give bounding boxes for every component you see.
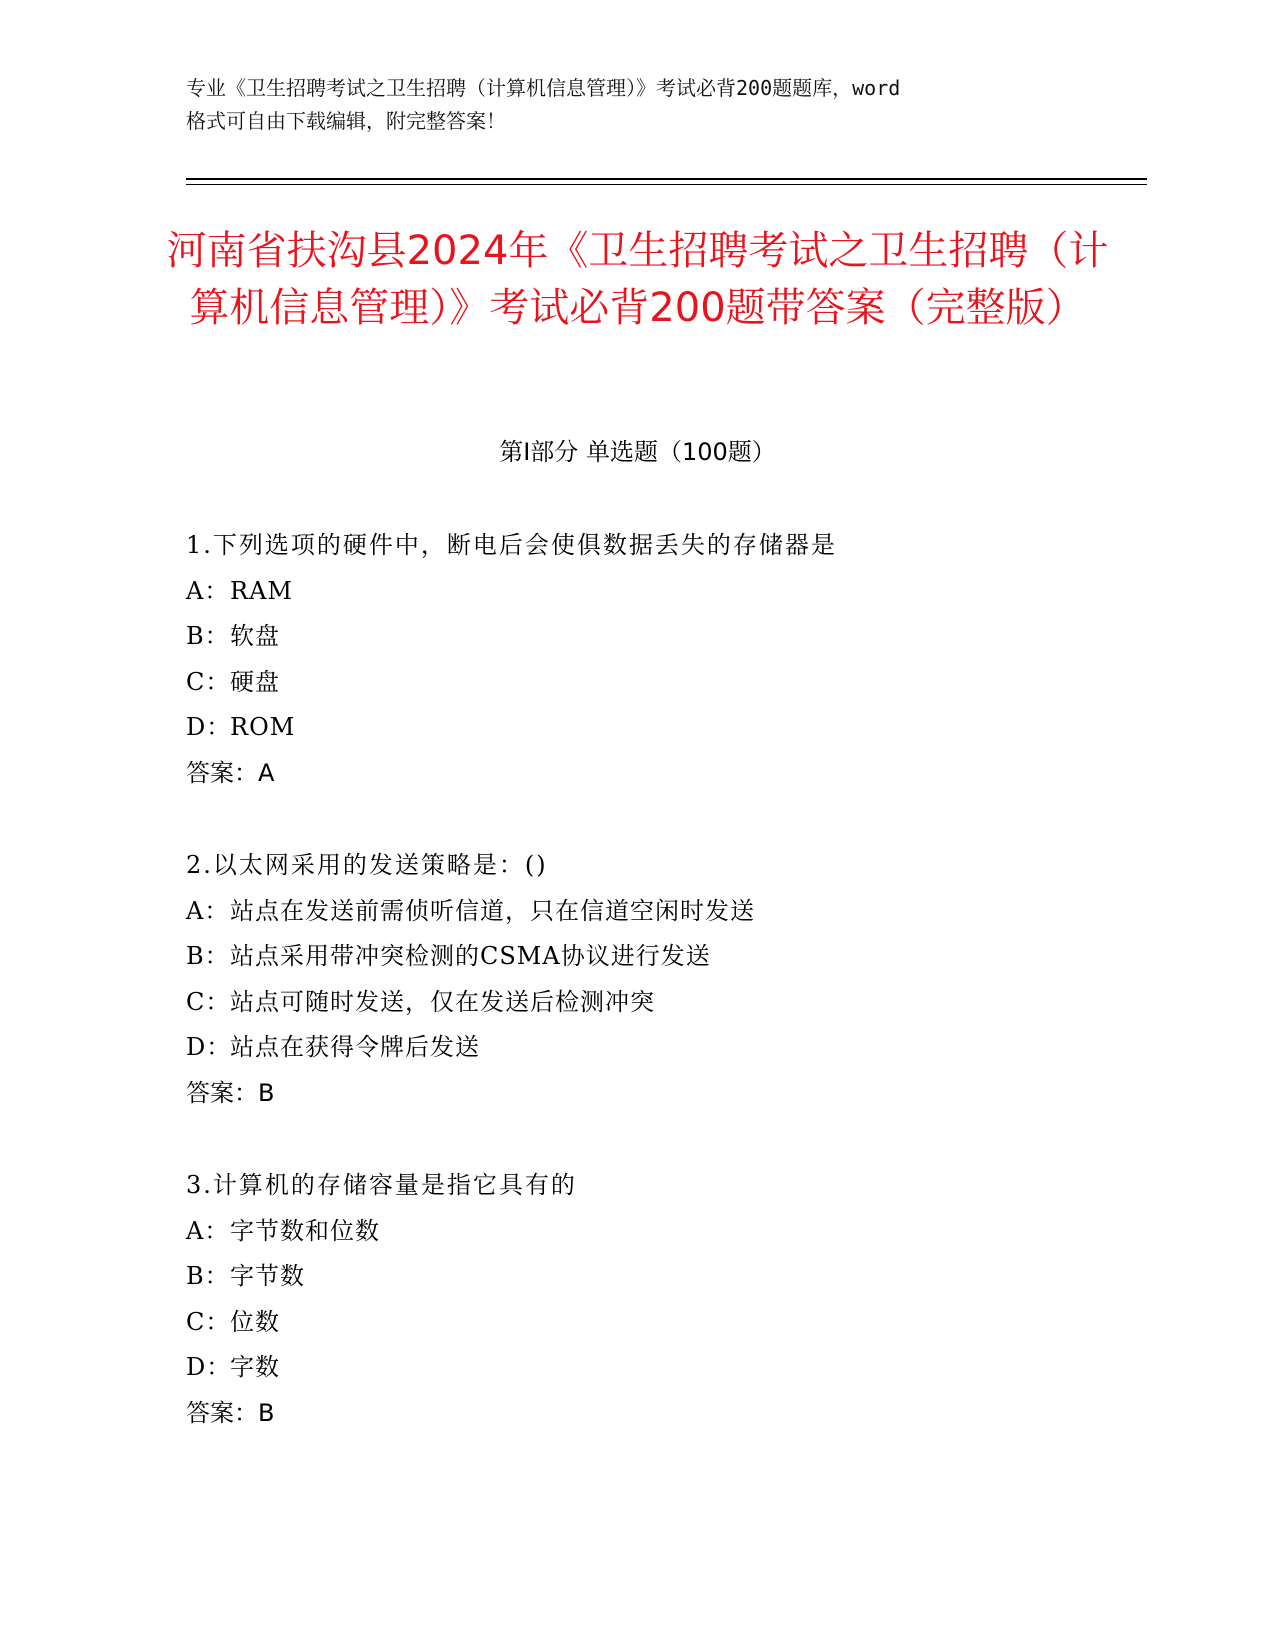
option-text: 字节数和位数 bbox=[230, 1216, 380, 1245]
option-a bbox=[186, 1214, 1146, 1260]
option-text: 硬盘 bbox=[230, 667, 280, 696]
question-1 bbox=[186, 528, 1146, 801]
answer-line: 答案：B bbox=[186, 1078, 275, 1107]
option-a bbox=[186, 894, 1146, 940]
question-stem: 1.下列选项的硬件中，断电后会使俱数据丢失的存储器是 bbox=[186, 531, 837, 559]
option-text: 字节数 bbox=[230, 1262, 305, 1290]
option-text: 站点采用带冲突检测的CSMA协议进行发送 bbox=[230, 942, 711, 970]
option-c bbox=[186, 985, 1146, 1031]
option-letter: A： bbox=[186, 576, 230, 605]
option-b bbox=[186, 1259, 1146, 1305]
section-heading: 第Ⅰ部分 单选题（100题） bbox=[499, 438, 776, 466]
header-note: 专业《卫生招聘考试之卫生招聘（计算机信息管理）》考试必背200题题库，word 格式可自由下载编辑，附完整答案！ bbox=[186, 76, 901, 133]
option-text: 站点在获得令牌后发送 bbox=[230, 1033, 480, 1061]
option-text: 位数 bbox=[230, 1307, 280, 1336]
option-letter: D： bbox=[186, 1353, 232, 1381]
option-d bbox=[186, 710, 1146, 756]
option-b bbox=[186, 619, 1146, 665]
question-stem: 3.计算机的存储容量是指它具有的 bbox=[186, 1171, 577, 1199]
option-letter: C： bbox=[186, 1307, 231, 1336]
option-d bbox=[186, 1350, 1146, 1396]
document-title: 河南省扶沟县2024年《卫生招聘考试之卫生招聘（计算机信息管理）》考试必背200题带答案（完整版） bbox=[166, 228, 1109, 331]
header-divider-thick bbox=[186, 178, 1147, 180]
option-c bbox=[186, 1305, 1146, 1351]
option-text: 字数 bbox=[230, 1353, 280, 1381]
option-text: 站点可随时发送，仅在发送后检测冲突 bbox=[230, 987, 655, 1016]
option-letter: D： bbox=[186, 1033, 232, 1061]
option-letter: D： bbox=[186, 713, 232, 741]
question-3 bbox=[186, 1168, 1146, 1441]
option-letter: B： bbox=[186, 622, 230, 650]
answer-line: 答案：A bbox=[186, 758, 275, 787]
option-letter: A： bbox=[186, 896, 230, 925]
header-divider-thin bbox=[186, 184, 1147, 185]
option-d bbox=[186, 1030, 1146, 1076]
question-2 bbox=[186, 848, 1146, 1121]
option-text: 软盘 bbox=[230, 622, 280, 650]
option-letter: A： bbox=[186, 1216, 230, 1245]
option-text: ROM bbox=[230, 713, 296, 741]
option-letter: C： bbox=[186, 667, 231, 696]
option-letter: B： bbox=[186, 942, 230, 970]
option-text: RAM bbox=[230, 576, 293, 605]
option-c bbox=[186, 665, 1146, 711]
option-letter: C： bbox=[186, 987, 231, 1016]
question-stem: 2.以太网采用的发送策略是：() bbox=[186, 851, 548, 879]
option-a bbox=[186, 574, 1146, 620]
option-b bbox=[186, 939, 1146, 985]
option-letter: B： bbox=[186, 1262, 230, 1290]
answer-line: 答案：B bbox=[186, 1398, 275, 1427]
option-text: 站点在发送前需侦听信道，只在信道空闲时发送 bbox=[230, 896, 755, 925]
